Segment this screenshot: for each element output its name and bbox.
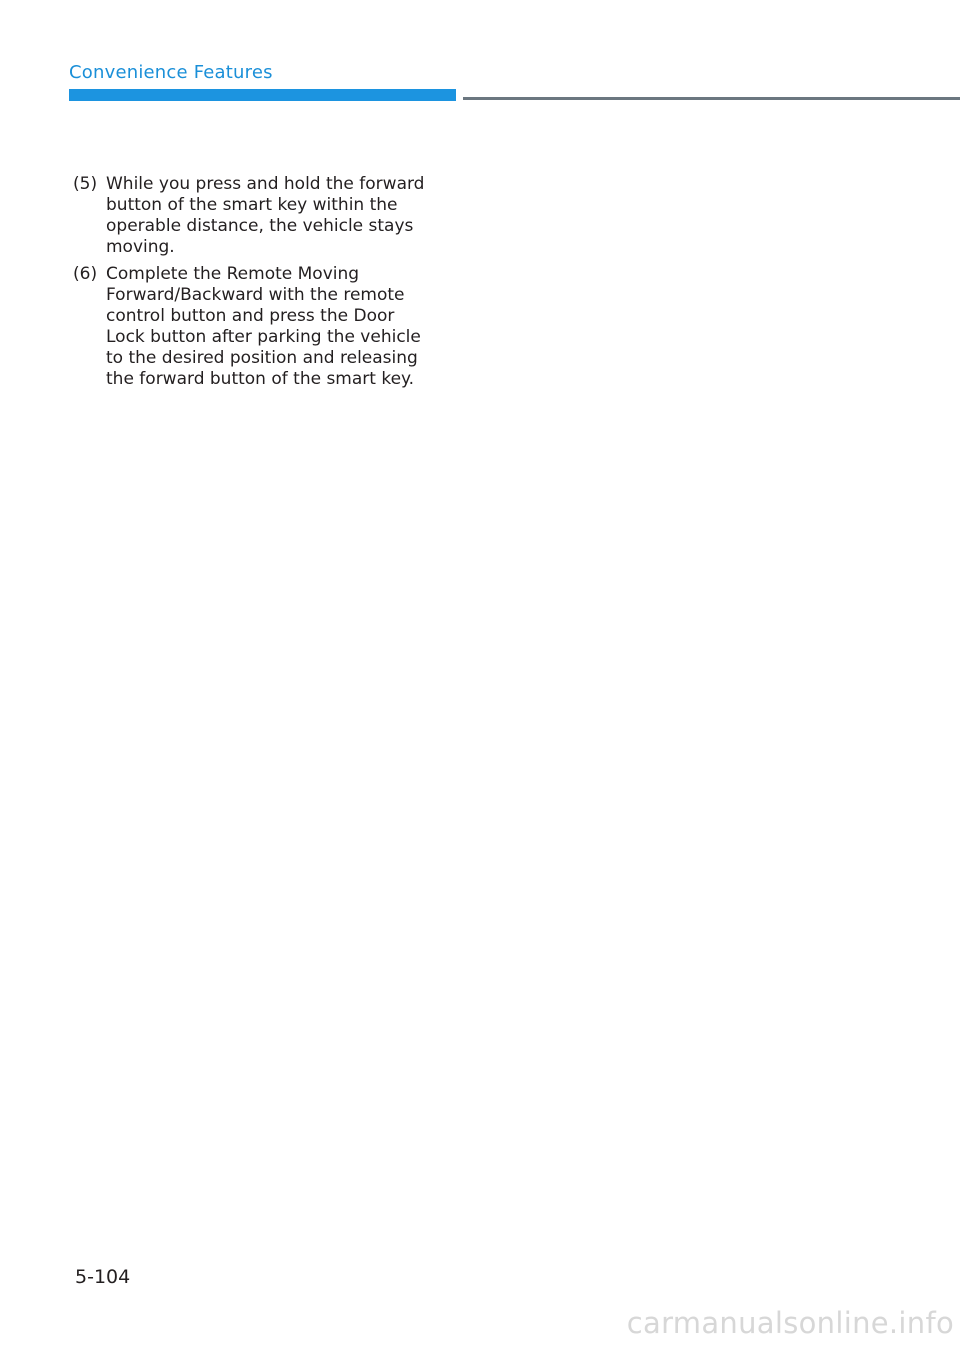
- step-6: [73, 264, 443, 390]
- step-line: Complete the Remote Moving: [106, 264, 360, 284]
- step-line: Forward/Backward with the remote: [106, 285, 405, 305]
- step-line: control button and press the Door: [106, 306, 395, 326]
- step-text: [106, 174, 443, 258]
- header-accent-bar: [69, 89, 456, 101]
- page-number: 5-104: [75, 1266, 131, 1288]
- step-number: (5): [73, 174, 98, 194]
- step-number: (6): [73, 264, 98, 284]
- step-5: [73, 174, 443, 258]
- instruction-steps: [73, 174, 443, 396]
- section-title: Convenience Features: [69, 62, 273, 83]
- step-line: the forward button of the smart key.: [106, 369, 415, 389]
- step-line: operable distance, the vehicle stays: [106, 216, 414, 236]
- step-line: Lock button after parking the vehicle: [106, 327, 421, 347]
- step-text: [106, 264, 443, 390]
- step-line: While you press and hold the forward: [106, 174, 425, 194]
- step-line: moving.: [106, 237, 175, 257]
- step-line: button of the smart key within the: [106, 195, 398, 215]
- header-rule: [463, 97, 960, 100]
- step-line: to the desired position and releasing: [106, 348, 418, 368]
- watermark: carmanualsonline.info: [626, 1306, 954, 1340]
